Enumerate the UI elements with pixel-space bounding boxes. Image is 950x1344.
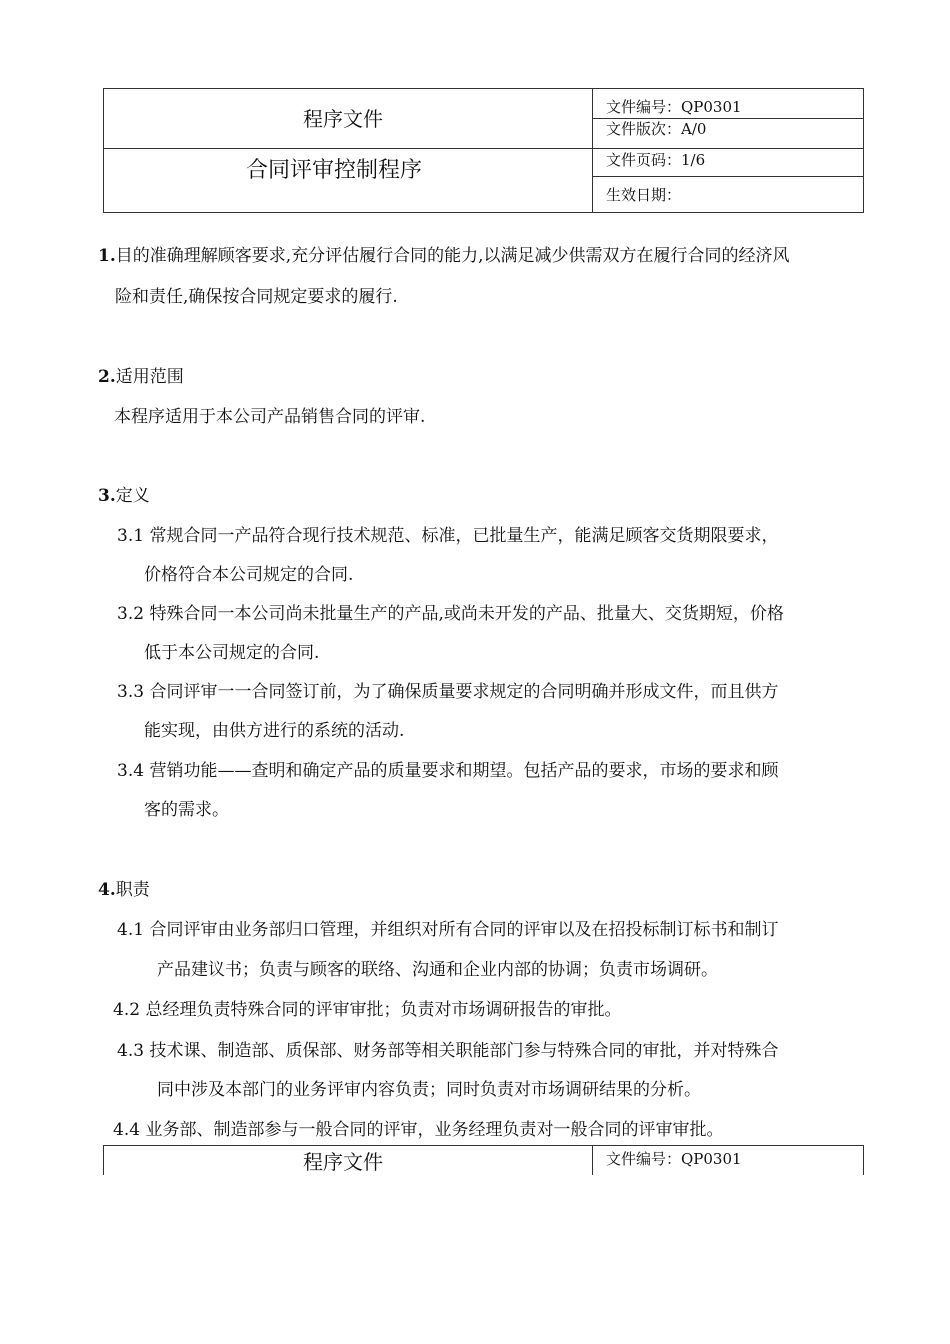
definition-3-2-line-2: 低于本公司规定的合同.	[144, 643, 320, 663]
definition-3-2-line-1: 3.2 特殊合同一本公司尚未批量生产的产品,或尚未开发的产品、批量大、交货期短，价格	[117, 604, 784, 624]
section-1-line-1: 1.目的准确理解顾客要求,充分评估履行合同的能力,以满足减少供需双方在履行合同的经济风	[98, 246, 790, 266]
duty-4-2: 4.2 总经理负责特殊合同的评审审批；负责对市场调研报告的审批。	[113, 1000, 622, 1020]
doc-page: 文件页码：1/6	[606, 151, 706, 169]
definition-3-3-line-1: 3.3 合同评审一一合同签订前，为了确保质量要求规定的合同明确并形成文件，而且供方	[117, 682, 779, 702]
section-3-number: 3.	[98, 486, 116, 506]
doc-number: 文件编号：QP0301	[606, 1150, 742, 1168]
definition-3-4-line-2: 客的需求。	[144, 800, 229, 820]
meta-row-divider	[592, 176, 863, 177]
definition-3-1-line-2: 价格符合本公司规定的合同.	[144, 565, 354, 585]
header-divider	[592, 89, 593, 212]
section-2-body: 本程序适用于本公司产品销售合同的评审.	[114, 407, 426, 427]
definition-3-3-line-2: 能实现，由供方进行的系统的活动.	[144, 721, 405, 741]
effective-date: 生效日期：	[606, 186, 682, 204]
section-2-number: 2.	[98, 367, 116, 387]
section-4-number: 4.	[98, 880, 116, 900]
section-2-heading: 2.适用范围	[98, 367, 184, 387]
duty-4-3-line-1: 4.3 技术课、制造部、质保部、财务部等相关职能部门参与特殊合同的审批，并对特殊合	[117, 1041, 779, 1061]
section-4-heading: 4.职责	[98, 880, 150, 900]
meta-row-divider	[592, 118, 863, 119]
doc-type-label: 程序文件	[303, 1150, 383, 1174]
section-3-heading: 3.定义	[98, 486, 150, 506]
doc-number: 文件编号：QP0301	[606, 98, 742, 116]
definition-3-4-line-1: 3.4 营销功能——查明和确定产品的质量要求和期望。包括产品的要求，市场的要求和顾	[117, 761, 779, 781]
header-divider	[592, 1146, 593, 1175]
document-header-table	[103, 88, 864, 213]
document-title: 合同评审控制程序	[246, 158, 423, 183]
next-page-header-table	[103, 1145, 864, 1175]
section-1-number: 1.	[98, 246, 116, 266]
duty-4-1-line-2: 产品建议书；负责与顾客的联络、沟通和企业内部的协调；负责市场调研。	[157, 960, 718, 980]
duty-4-3-line-2: 同中涉及本部门的业务评审内容负责；同时负责对市场调研结果的分析。	[157, 1080, 701, 1100]
doc-version: 文件版次：A/0	[606, 120, 707, 138]
doc-type-label: 程序文件	[303, 107, 383, 131]
section-1-line-2: 险和责任,确保按合同规定要求的履行.	[115, 287, 398, 307]
duty-4-4: 4.4 业务部、制造部参与一般合同的评审，业务经理负责对一般合同的评审审批。	[113, 1120, 724, 1140]
definition-3-1-line-1: 3.1 常规合同一产品符合现行技术规范、标准，已批量生产，能满足顾客交货期限要求，	[117, 526, 779, 546]
duty-4-1-line-1: 4.1 合同评审由业务部归口管理，并组织对所有合同的评审以及在招投标制订标书和制订	[117, 920, 779, 940]
header-row-divider	[104, 148, 863, 149]
